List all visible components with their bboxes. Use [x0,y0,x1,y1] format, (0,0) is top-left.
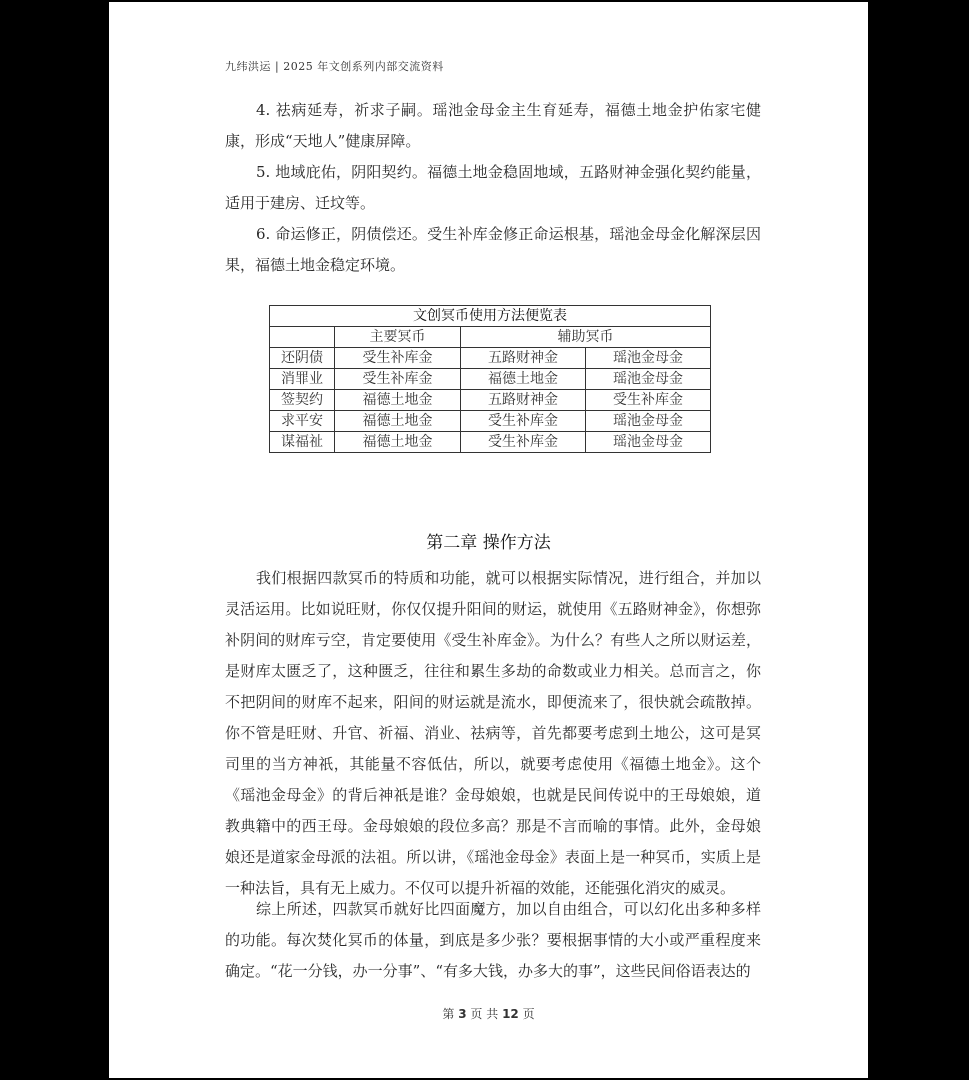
row-aux1: 五路财神金 [461,390,586,411]
row-aux1: 福德土地金 [461,369,586,390]
table-header-primary: 主要冥币 [335,327,461,348]
page-header: 九纬洪运 | 2025 年文创系列内部交流资料 [225,60,444,73]
row-aux1: 受生补库金 [461,411,586,432]
row-purpose: 消罪业 [270,369,335,390]
page-footer [109,1005,868,1022]
table-header-empty [270,327,335,348]
table-header-row [270,327,711,348]
row-purpose: 谋福祉 [270,432,335,453]
row-aux2: 瑶池金母金 [586,348,711,369]
paragraph-item-5: 5. 地域庇佑，阴阳契约。福德土地金稳固地域，五路财神金强化契约能量，适用于建房、迁坟等。 [225,163,761,212]
row-purpose: 还阴债 [270,348,335,369]
paragraph-item-4: 4. 祛病延寿，祈求子嗣。瑶池金母金主生育延寿，福德土地金护佑家宅健康，形成“天地人”健康屏障。 [225,101,761,150]
row-purpose: 求平安 [270,411,335,432]
footer-suffix: 页 [522,1007,535,1021]
row-primary: 福德土地金 [335,390,461,411]
row-primary: 福德土地金 [335,411,461,432]
body-paragraph: 综上所述，四款冥币就好比四面魔方，加以自由组合，可以幻化出多种多样的功能。每次焚化冥币的体量，到底是多少张？要根据事情的大小或严重程度来确定。“花一分钱，办一分事”、“有多大钱，办多大的事”，这些民间俗语表达的 [225,900,761,980]
table-row [270,432,711,453]
row-aux1: 五路财神金 [461,348,586,369]
row-aux2: 瑶池金母金 [586,432,711,453]
row-aux2: 受生补库金 [586,390,711,411]
table-row [270,348,711,369]
table-row [270,411,711,432]
document-page [109,2,868,1078]
current-page-number: 3 [458,1007,467,1021]
row-purpose: 签契约 [270,390,335,411]
footer-middle: 页 共 [470,1007,499,1021]
table-row [270,390,711,411]
table-title: 文创冥币使用方法便览表 [270,306,711,327]
chapter-title: 第二章 操作方法 [426,533,551,553]
table-title-row [270,306,711,327]
row-primary: 受生补库金 [335,348,461,369]
footer-prefix: 第 [442,1007,455,1021]
usage-table [269,305,711,453]
paragraph-item-6: 6. 命运修正，阴债偿还。受生补库金修正命运根基，瑶池金母金化解深层因果，福德土地金稳定环境。 [225,225,761,274]
body-paragraph: 我们根据四款冥币的特质和功能，就可以根据实际情况，进行组合，并加以灵活运用。比如说旺财，你仅仅提升阳间的财运，就使用《五路财神金》，你想弥补阴间的财库亏空，肯定要使用《受生补库金》。为什么？有些人之所以财运差，是财库太匮乏了，这种匮乏，往往和累生多劫的命数或业力相关。总而言之，你不把阴间的财库不起来，阳间的财运就是流水，即便流来了，很快就会疏散掉。你不管是旺财、升官、祈福、消业、祛病等，首先都要考虑到土地公，这可是冥司里的当方神祇，其能量不容低估，所以，就要考虑使用《福德土地金》。这个《瑶池金母金》的背后神祇是谁？金母娘娘，也就是民间传说中的王母娘娘，道教典籍中的西王母。金母娘娘的段位多高？那是不言而喻的事情。此外，金母娘娘还是道家金母派的法祖。所以讲，《瑶池金母金》表面上是一种冥币，实质上是一种法旨，具有无上威力。不仅可以提升祈福的效能，还能强化消灾的威灵。 [225,569,761,897]
row-aux2: 瑶池金母金 [586,369,711,390]
total-page-number: 12 [502,1007,519,1021]
row-aux2: 瑶池金母金 [586,411,711,432]
row-primary: 福德土地金 [335,432,461,453]
table-header-auxiliary: 辅助冥币 [461,327,711,348]
row-primary: 受生补库金 [335,369,461,390]
row-aux1: 受生补库金 [461,432,586,453]
table-row [270,369,711,390]
